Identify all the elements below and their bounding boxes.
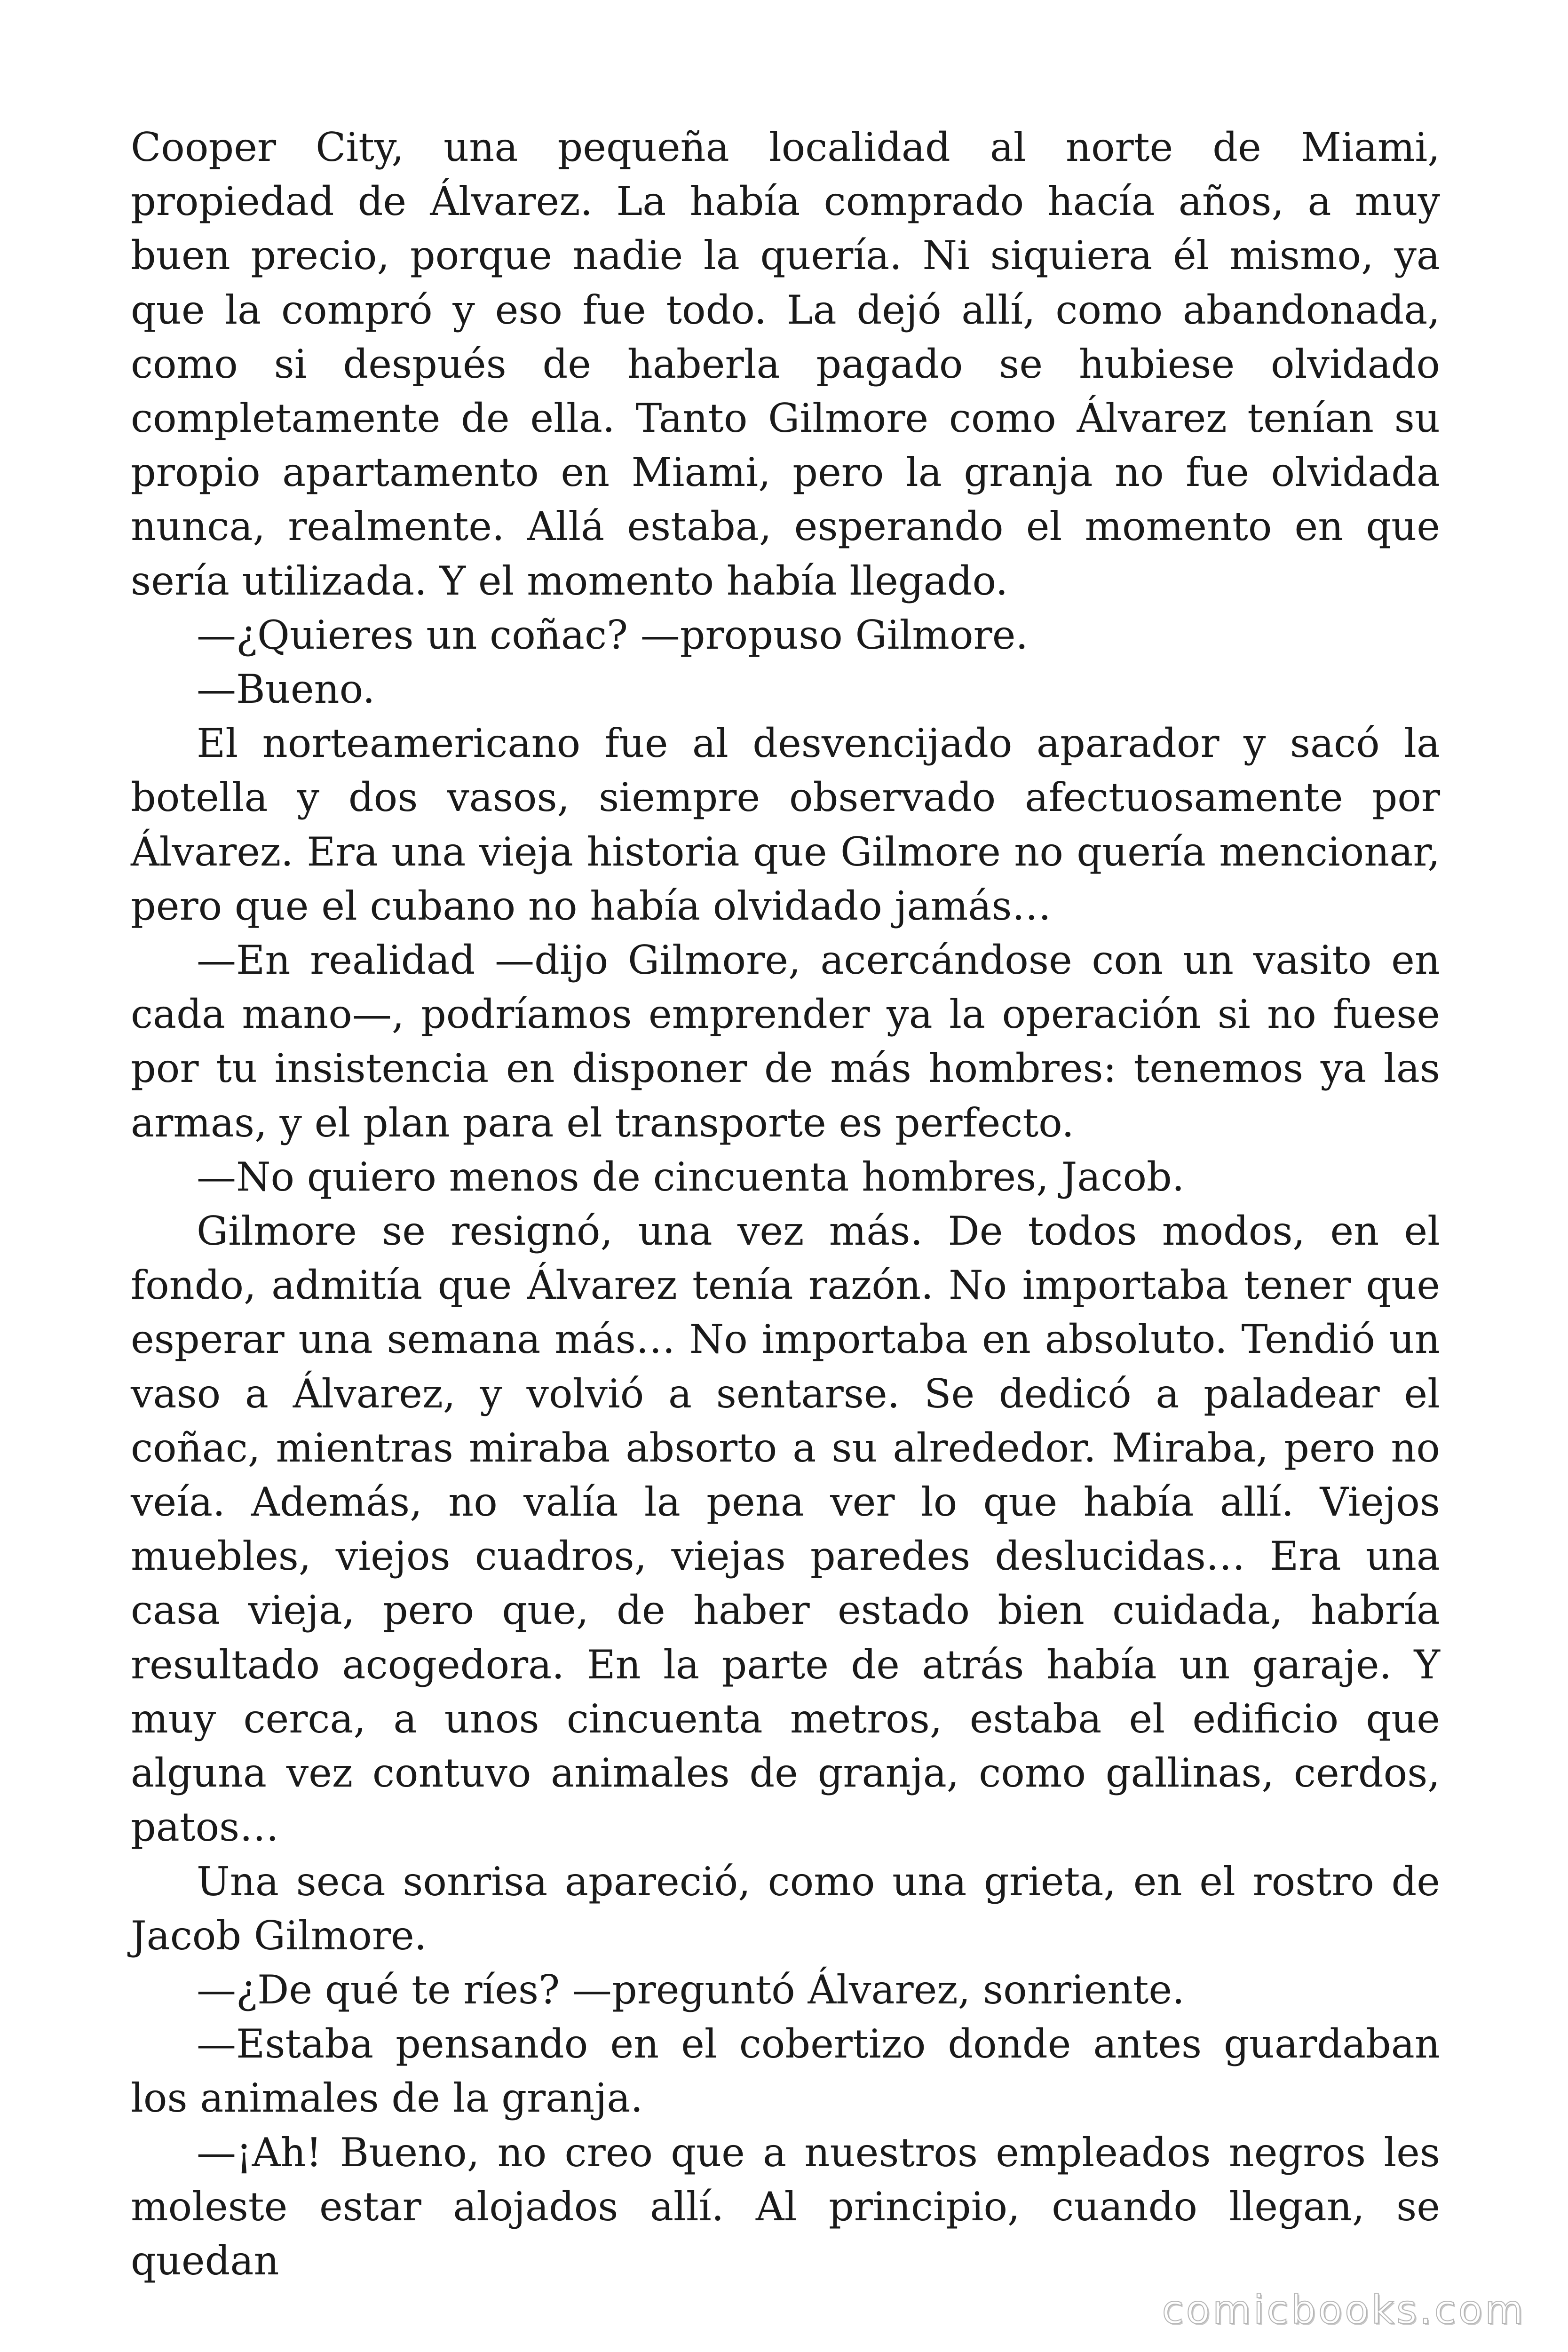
paragraph: —Bueno. (197, 666, 375, 713)
paragraph: —Estaba pensando en el cobertizo donde antes guardaban los animales de la granja. (131, 2021, 1440, 2122)
paragraph: Una seca sonrisa apareció, como una grieta, en el rostro de Jacob Gilmore. (131, 1858, 1440, 1959)
book-page (131, 120, 1440, 2288)
paragraph: —En realidad —dijo Gilmore, acercándose con un vasito en cada mano—, podríamos emprender ya la operación si no fuese por tu insistencia en disponer de más hombres: tenemos ya las armas, y el plan para el transporte es perfecto. (131, 937, 1440, 1146)
paragraph: —¡Ah! Bueno, no creo que a nuestros empleados negros les moleste estar alojados allí. Al principio, cuando llegan, se quedan (131, 2129, 1440, 2284)
paragraph: Cooper City, una pequeña localidad al norte de Miami, propiedad de Álvarez. La había comprado hacía años, a muy buen precio, porque nadie la quería. Ni siquiera él mismo, ya que la compró y eso fue todo. La dejó allí, como abandonada, como si después de haberla pagado se hubiese olvidado completamente de ella. Tanto Gilmore como Álvarez tenían su propio apartamento en Miami, pero la granja no fue olvidada nunca, realmente. Allá estaba, esperando el momento en que sería utilizada. Y el momento había llegado. (131, 124, 1440, 604)
paragraph: —¿De qué te ríes? —preguntó Álvarez, sonriente. (197, 1966, 1185, 2013)
paragraph: El norteamericano fue al desvencijado aparador y sacó la botella y dos vasos, siempre observado afectuosamente por Álvarez. Era una vieja historia que Gilmore no quería mencionar, pero que el cubano no había olvidado jamás… (131, 720, 1440, 929)
paragraph: Gilmore se resignó, una vez más. De todos modos, en el fondo, admitía que Álvarez tenía razón. No importaba tener que esperar una semana más… No importaba en absoluto. Tendió un vaso a Álvarez, y volvió a sentarse. Se dedicó a paladear el coñac, mientras miraba absorto a su alrededor. Miraba, pero no veía. Además, no valía la pena ver lo que había allí. Viejos muebles, viejos cuadros, viejas paredes deslucidas… Era una casa vieja, pero que, de haber estado bien cuidada, habría resultado acogedora. En la parte de atrás había un garaje. Y muy cerca, a unos cincuenta metros, estaba el edificio que alguna vez contuvo animales de granja, como gallinas, cerdos, patos… (131, 1208, 1440, 1851)
paragraph: —¿Quieres un coñac? —propuso Gilmore. (197, 612, 1029, 658)
watermark: comicbooks.com (1162, 2287, 1526, 2333)
paragraph: —No quiero menos de cincuenta hombres, Jacob. (197, 1153, 1185, 1200)
